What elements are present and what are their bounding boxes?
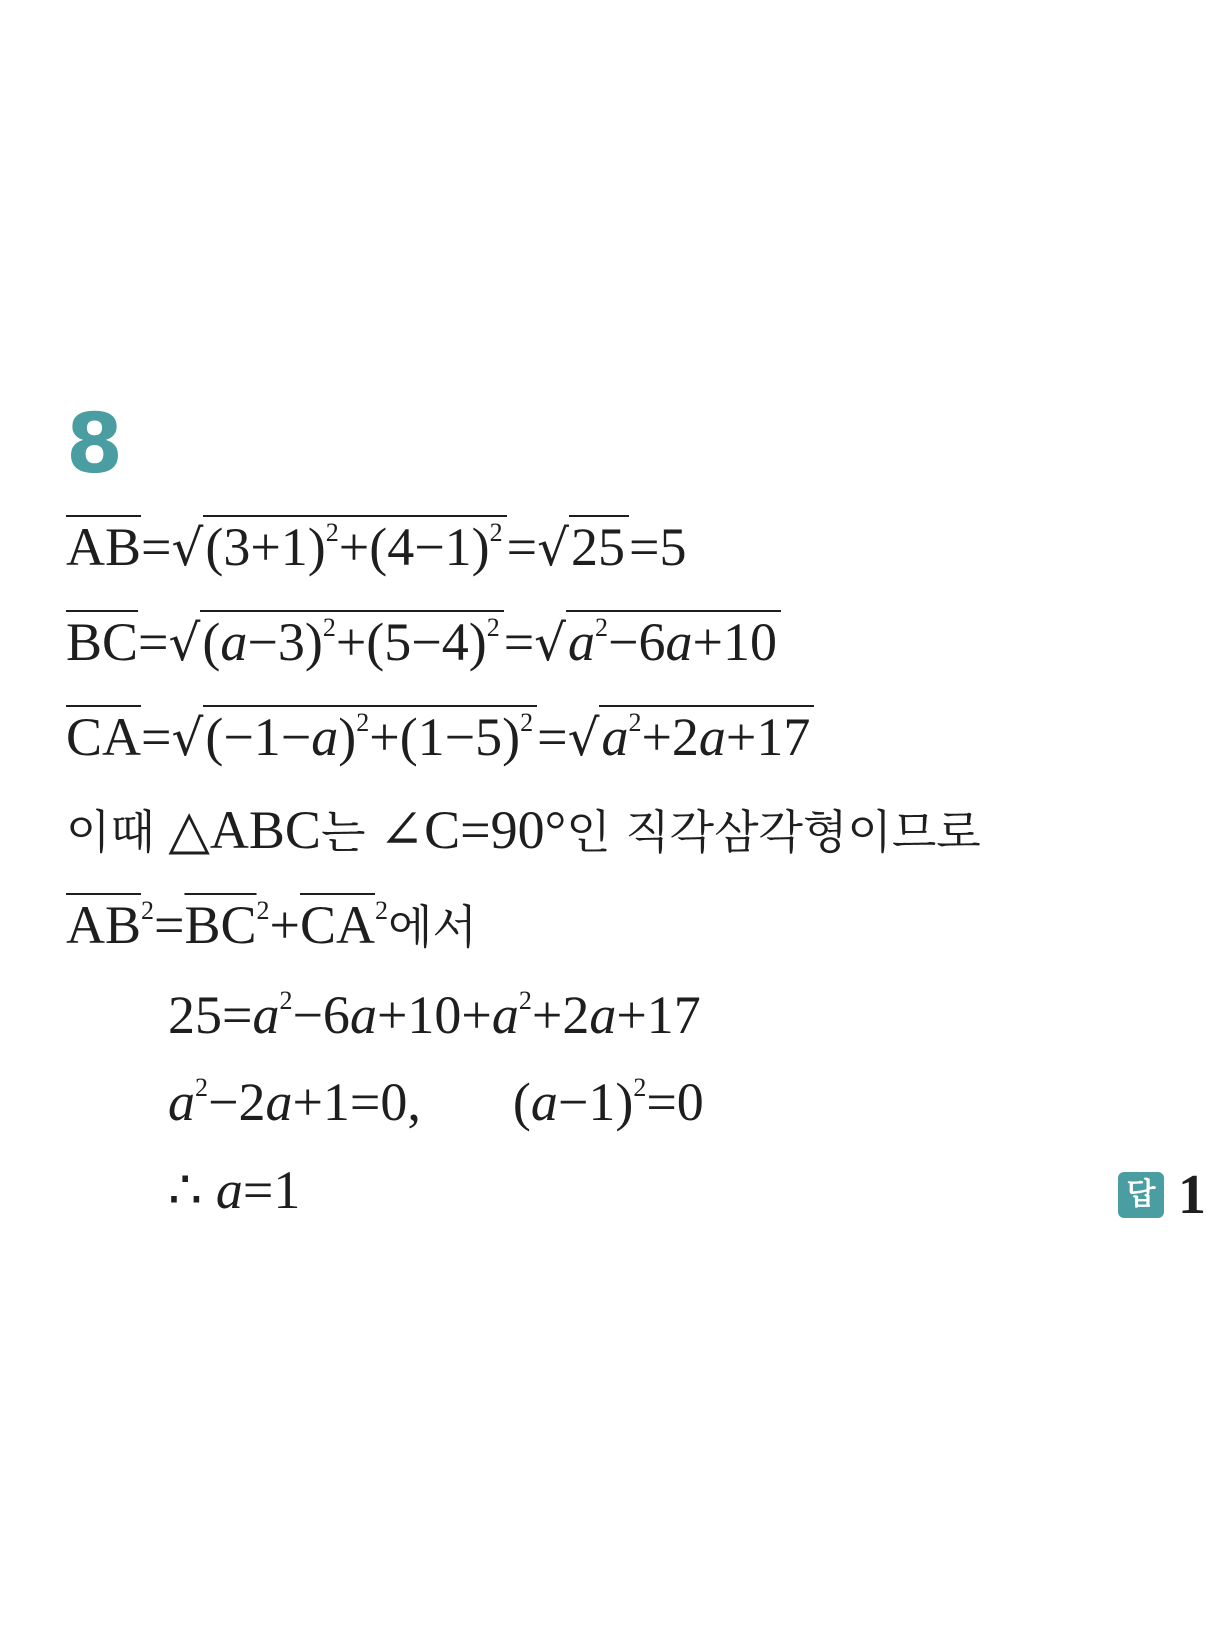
segment-ca: $\overline{CA}$ <box>66 707 142 767</box>
triangle-abc: △ABC <box>168 800 321 860</box>
term: +17 <box>725 707 811 767</box>
term: ) <box>338 707 357 767</box>
variable-a: a <box>568 612 596 672</box>
term: 25= <box>168 985 253 1045</box>
answer <box>1118 1164 1206 1226</box>
equation-ab-length <box>66 515 686 578</box>
equation-simplified <box>168 1072 704 1132</box>
square-root-icon: √ <box>171 519 204 577</box>
text: 인 직각삼각형이므로 <box>566 805 981 859</box>
term: −6 <box>292 985 350 1045</box>
variable-a: a <box>589 985 617 1045</box>
square-root-icon: √ <box>537 519 569 577</box>
radicand <box>599 705 814 765</box>
problem-number: 8 <box>66 397 124 492</box>
text: 에서 <box>388 900 477 954</box>
term: −6 <box>608 612 666 672</box>
text: 는 <box>320 805 366 859</box>
term: (3+1) <box>205 517 326 577</box>
variable-a: a <box>491 985 519 1045</box>
square-root-icon: √ <box>171 709 204 767</box>
square-root-icon: √ <box>567 709 600 767</box>
angle-c: ∠C=90° <box>378 800 567 860</box>
term: −1) <box>557 1072 634 1132</box>
term: +10 <box>692 612 777 672</box>
term: (−1− <box>205 707 312 767</box>
exponent: 2 <box>633 1073 647 1102</box>
exponent: 2 <box>375 896 389 925</box>
exponent: 2 <box>256 896 270 925</box>
exponent: 2 <box>141 896 155 925</box>
variable-a: a <box>530 1072 558 1132</box>
term: +2 <box>641 707 699 767</box>
variable-a: a <box>311 707 339 767</box>
exponent: 2 <box>356 708 370 737</box>
variable-a: a <box>265 1072 293 1132</box>
conclusion <box>168 1160 300 1220</box>
equals-sign: = <box>138 612 169 672</box>
term: +(4−1) <box>338 517 490 577</box>
radicand <box>200 610 503 670</box>
variable-a: a <box>220 612 248 672</box>
variable-a: a <box>349 985 377 1045</box>
result: =5 <box>629 517 687 577</box>
equals-sign: = <box>506 517 538 577</box>
term: +(1−5) <box>369 707 521 767</box>
radicand <box>566 610 781 670</box>
exponent: 2 <box>322 613 336 642</box>
variable-a: a <box>215 1160 243 1220</box>
equals-sign: = <box>154 895 185 955</box>
term: +10+ <box>376 985 492 1045</box>
term: −2 <box>208 1072 266 1132</box>
right-angle-condition <box>66 800 981 862</box>
exponent: 2 <box>279 986 293 1015</box>
exponent: 2 <box>486 613 500 642</box>
equals-sign: = <box>141 517 172 577</box>
variable-a: a <box>698 707 726 767</box>
equals-sign: = <box>537 707 568 767</box>
exponent: 2 <box>518 986 532 1015</box>
term: +17 <box>616 985 701 1045</box>
answer-value: 1 <box>1178 1164 1206 1226</box>
term: =1 <box>242 1160 301 1220</box>
term: +1=0, <box>292 1072 421 1132</box>
segment-ab: $\overline{AB}$ <box>66 517 142 577</box>
term: ( <box>202 612 221 672</box>
variable-a: a <box>168 1072 195 1132</box>
plus-sign: + <box>269 895 300 955</box>
equals-sign: = <box>503 612 535 672</box>
exponent: 2 <box>595 613 609 642</box>
exponent: 2 <box>520 708 534 737</box>
variable-a: a <box>601 707 629 767</box>
term: −3) <box>247 612 323 672</box>
pythagorean-relation <box>66 895 477 957</box>
equation-bc-length <box>66 610 781 673</box>
exponent: 2 <box>489 518 503 547</box>
exponent: 2 <box>628 708 642 737</box>
radicand <box>203 705 537 765</box>
text: 이때 <box>66 805 155 859</box>
square-root-icon: √ <box>168 614 201 672</box>
radicand <box>203 515 506 575</box>
square-root-icon: √ <box>534 614 567 672</box>
term: +2 <box>531 985 590 1045</box>
radicand: 25 <box>569 515 629 575</box>
variable-a: a <box>665 612 693 672</box>
segment-ca: $\overline{CA}$ <box>300 895 376 955</box>
segment-bc: $\overline{BC}$ <box>66 612 139 672</box>
segment-ab: $\overline{AB}$ <box>66 895 142 955</box>
exponent: 2 <box>195 1073 208 1102</box>
term: =0 <box>646 1072 704 1132</box>
term: +(5−4) <box>335 612 487 672</box>
variable-a: a <box>252 985 280 1045</box>
therefore-icon: ∴ <box>168 1160 203 1220</box>
exponent: 2 <box>325 518 339 547</box>
equals-sign: = <box>141 707 172 767</box>
answer-badge: 답 <box>1118 1172 1164 1218</box>
equation-ca-length <box>66 705 814 768</box>
term: ( <box>512 1072 531 1132</box>
equation-substitution <box>168 985 701 1045</box>
segment-bc: $\overline{BC}$ <box>184 895 257 955</box>
